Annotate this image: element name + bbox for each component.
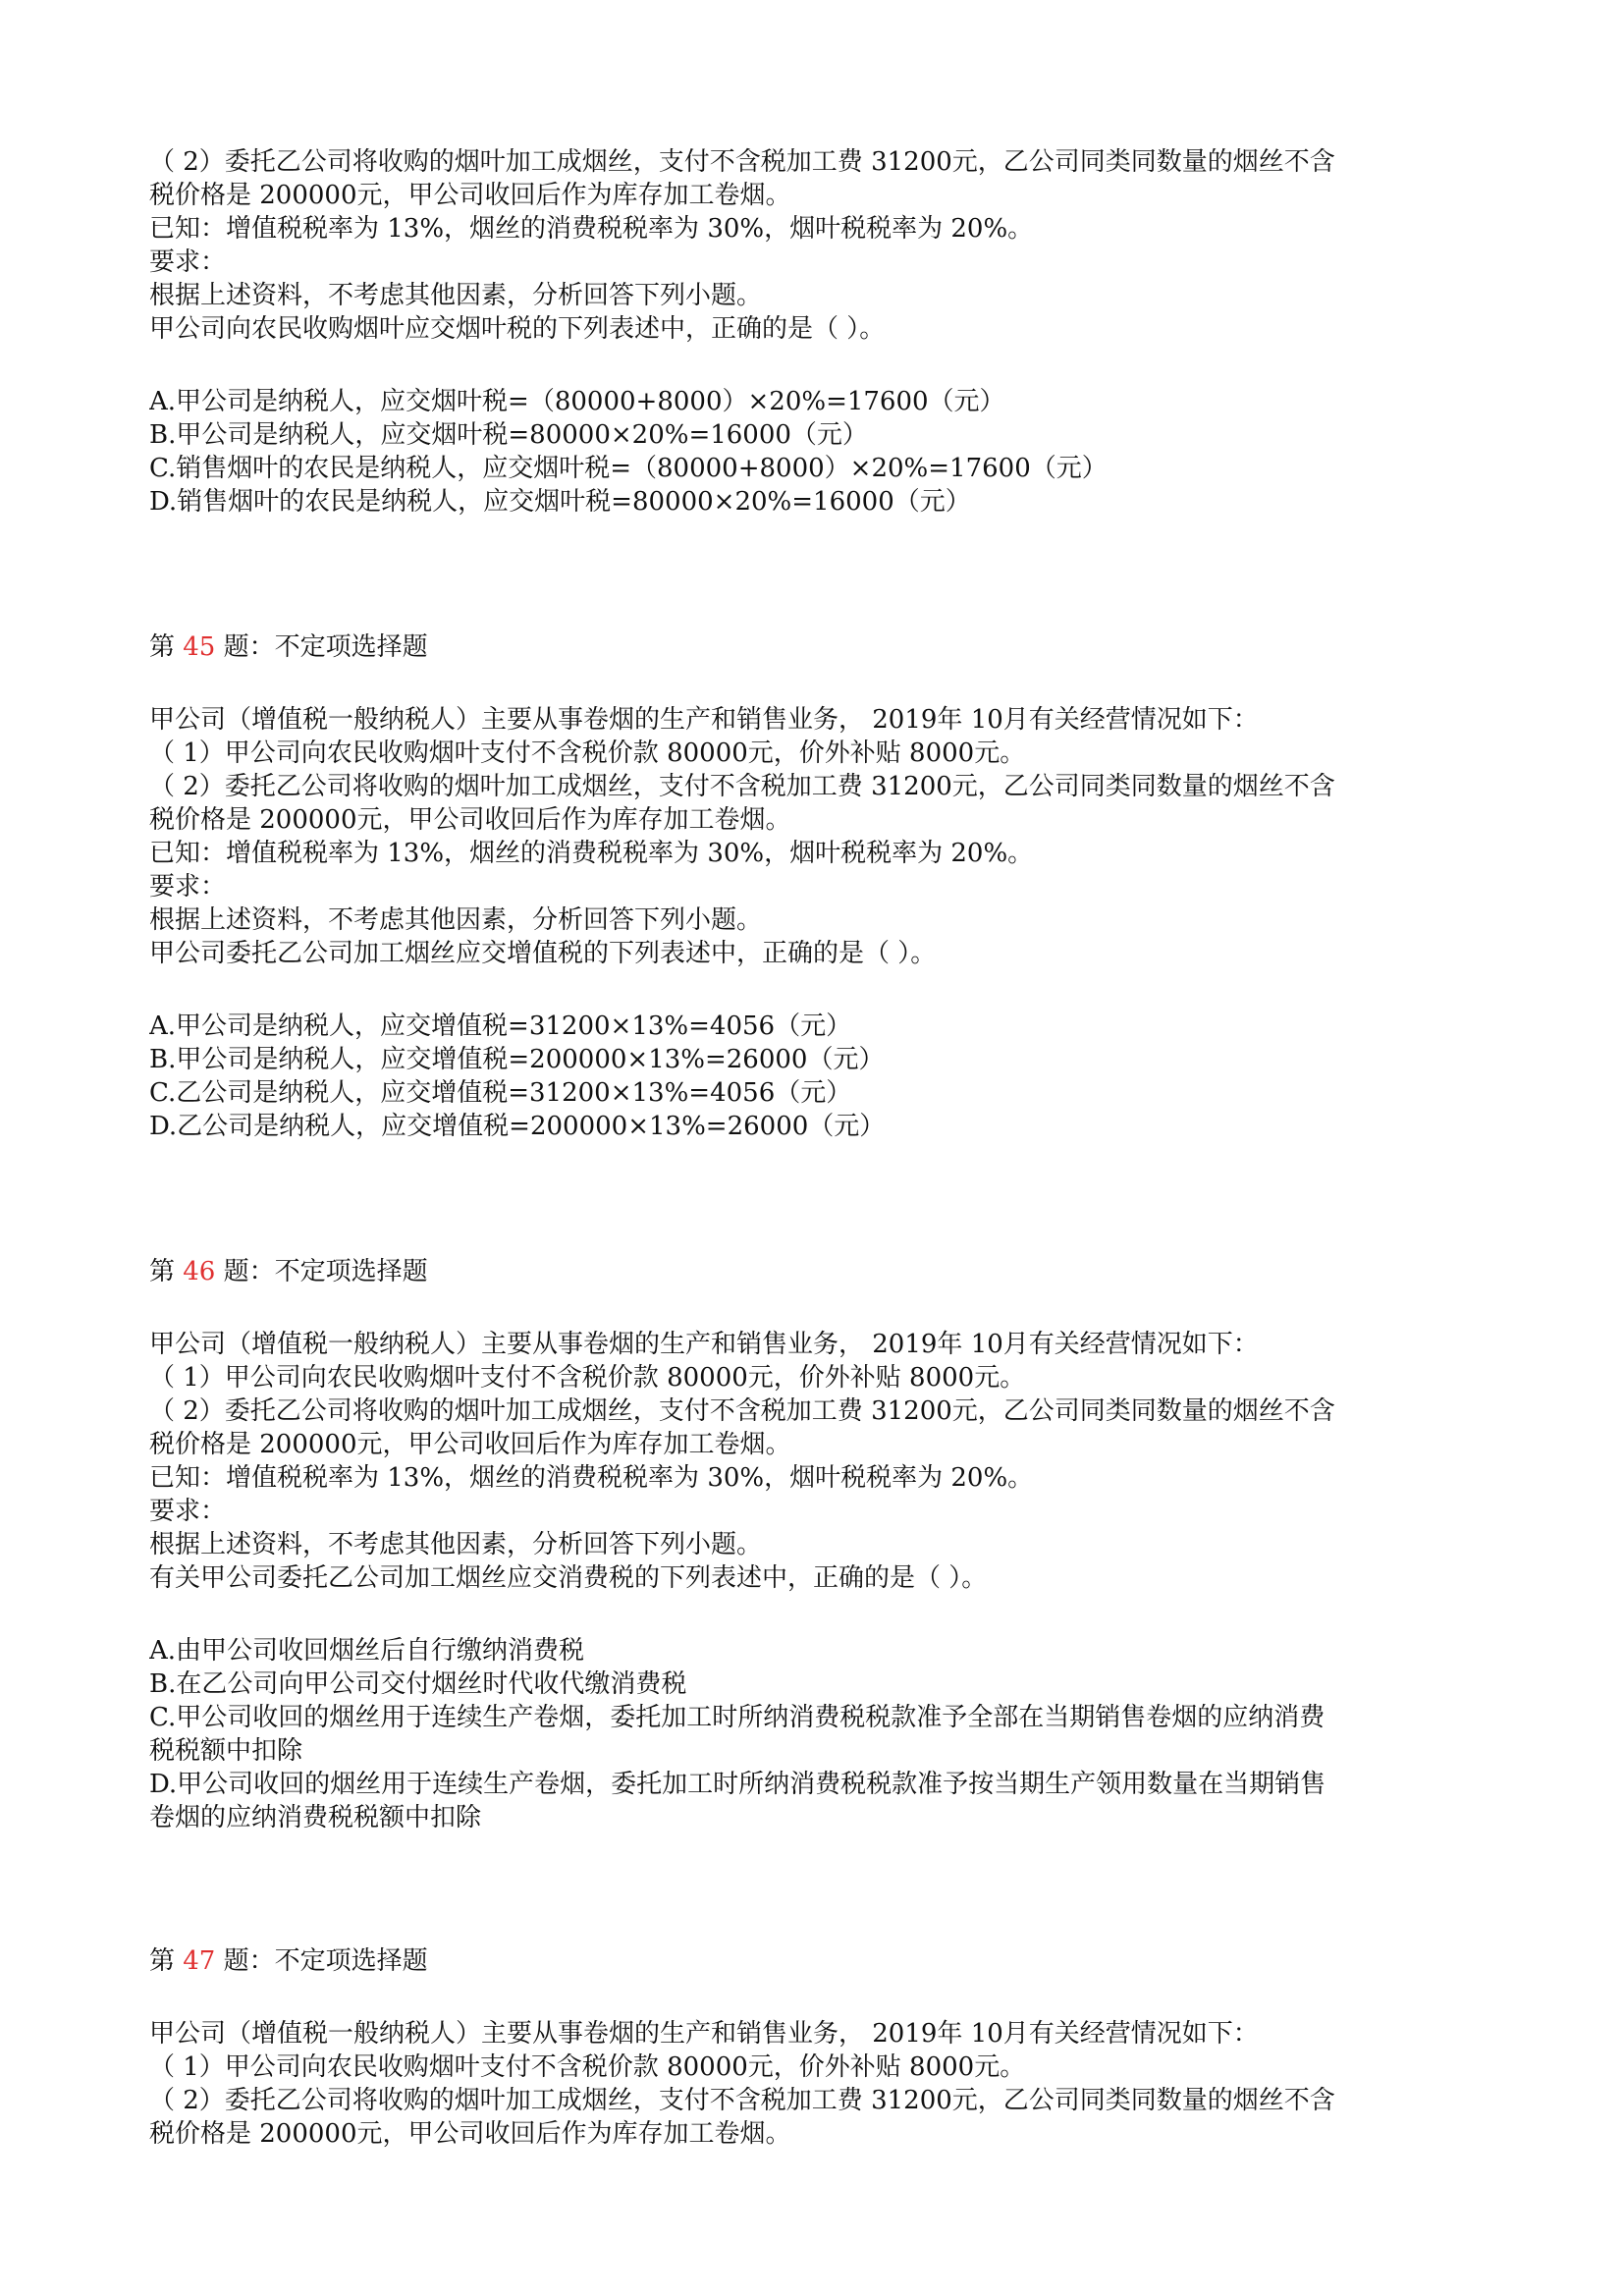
question-prompt: 甲公司委托乙公司加工烟丝应交增值税的下列表述中，正确的是（ ）。 (149, 939, 937, 968)
option-d: D.乙公司是纳税人，应交增值税=200000×13%=26000（元） (149, 1112, 886, 1141)
option-c-cont: 税税额中扣除 (149, 1736, 303, 1766)
option-d: D.销售烟叶的农民是纳税人，应交烟叶税=80000×20%=16000（元） (149, 487, 971, 517)
stem-line: 要求： (149, 872, 227, 902)
question-44-fragment (149, 145, 1485, 346)
question-45-options (149, 1010, 1485, 1143)
stem-line: 已知：增值税税率为 13%，烟丝的消费税税率为 30%，烟叶税税率为 20%。 (149, 1463, 1034, 1493)
question-prompt: 甲公司向农民收购烟叶应交烟叶税的下列表述中，正确的是（ ）。 (149, 314, 886, 344)
stem-line: （ 2）委托乙公司将收购的烟叶加工成烟丝，支付不含税加工费 31200元，乙公司同类同数量的烟丝不含 (149, 1396, 1335, 1426)
stem-line: （ 2）委托乙公司将收购的烟叶加工成烟丝，支付不含税加工费 31200元，乙公司同类同数量的烟丝不含 (149, 147, 1335, 177)
question-46-stem (149, 1328, 1485, 1595)
option-d: D.甲公司收回的烟丝用于连续生产卷烟，委托加工时所纳消费税税款准予按当期生产领用数量在当期销售 (149, 1770, 1326, 1799)
stem-line: （ 1）甲公司向农民收购烟叶支付不含税价款 80000元，价外补贴 8000元。 (149, 1363, 1026, 1393)
option-a: A.由甲公司收回烟丝后自行缴纳消费税 (149, 1636, 585, 1666)
stem-line: 税价格是 200000元，甲公司收回后作为库存加工卷烟。 (149, 805, 791, 835)
option-b: B.在乙公司向甲公司交付烟丝时代收代缴消费税 (149, 1669, 687, 1699)
heading-prefix: 第 (149, 632, 184, 662)
stem-line: 税价格是 200000元，甲公司收回后作为库存加工卷烟。 (149, 1430, 791, 1459)
heading-prefix: 第 (149, 1257, 184, 1286)
stem-line: 已知：增值税税率为 13%，烟丝的消费税税率为 30%，烟叶税税率为 20%。 (149, 839, 1034, 868)
question-44-options (149, 385, 1485, 519)
question-45-stem (149, 703, 1485, 970)
question-46-heading (149, 1255, 1485, 1288)
heading-prefix: 第 (149, 1946, 184, 1976)
option-a: A.甲公司是纳税人，应交烟叶税=（80000+8000）×20%=17600（元） (149, 387, 1005, 416)
option-c: C.甲公司收回的烟丝用于连续生产卷烟，委托加工时所纳消费税税款准予全部在当期销售卷烟的应纳消费 (149, 1703, 1325, 1732)
stem-line: 根据上述资料，不考虑其他因素，分析回答下列小题。 (149, 1530, 763, 1559)
question-47-stem (149, 2017, 1485, 2151)
option-a: A.甲公司是纳税人，应交增值税=31200×13%=4056（元） (149, 1011, 852, 1041)
question-number: 45 (183, 632, 216, 662)
heading-type: 题：不定项选择题 (215, 1257, 428, 1286)
stem-line: 根据上述资料，不考虑其他因素，分析回答下列小题。 (149, 905, 763, 935)
stem-line: 税价格是 200000元，甲公司收回后作为库存加工卷烟。 (149, 2119, 791, 2149)
question-46-options (149, 1634, 1485, 1834)
stem-line: 甲公司（增值税一般纳税人）主要从事卷烟的生产和销售业务， 2019年 10月有关经营情况如下： (149, 1330, 1259, 1359)
stem-line: 税价格是 200000元，甲公司收回后作为库存加工卷烟。 (149, 181, 791, 210)
stem-line: 根据上述资料，不考虑其他因素，分析回答下列小题。 (149, 281, 763, 310)
stem-line: （ 1）甲公司向农民收购烟叶支付不含税价款 80000元，价外补贴 8000元。 (149, 2052, 1026, 2082)
heading-type: 题：不定项选择题 (215, 1946, 428, 1976)
stem-line: 要求： (149, 247, 227, 277)
heading-type: 题：不定项选择题 (215, 632, 428, 662)
stem-line: 甲公司（增值税一般纳税人）主要从事卷烟的生产和销售业务， 2019年 10月有关经营情况如下： (149, 705, 1259, 735)
question-number: 47 (183, 1946, 216, 1976)
question-number: 46 (183, 1257, 216, 1286)
option-b: B.甲公司是纳税人，应交烟叶税=80000×20%=16000（元） (149, 420, 868, 450)
option-c: C.销售烟叶的农民是纳税人，应交烟叶税=（80000+8000）×20%=17600（元） (149, 454, 1108, 483)
option-d-cont: 卷烟的应纳消费税税额中扣除 (149, 1803, 482, 1832)
stem-line: （ 1）甲公司向农民收购烟叶支付不含税价款 80000元，价外补贴 8000元。 (149, 738, 1026, 768)
option-c: C.乙公司是纳税人，应交增值税=31200×13%=4056（元） (149, 1078, 852, 1108)
question-45-heading (149, 630, 1485, 664)
stem-line: （ 2）委托乙公司将收购的烟叶加工成烟丝，支付不含税加工费 31200元，乙公司同类同数量的烟丝不含 (149, 772, 1335, 801)
question-prompt: 有关甲公司委托乙公司加工烟丝应交消费税的下列表述中，正确的是（ ）。 (149, 1563, 988, 1593)
question-47-heading (149, 1944, 1485, 1978)
stem-line: 要求： (149, 1497, 227, 1526)
stem-line: （ 2）委托乙公司将收购的烟叶加工成烟丝，支付不含税加工费 31200元，乙公司同类同数量的烟丝不含 (149, 2086, 1335, 2115)
option-b: B.甲公司是纳税人，应交增值税=200000×13%=26000（元） (149, 1045, 885, 1074)
stem-line: 已知：增值税税率为 13%，烟丝的消费税税率为 30%，烟叶税税率为 20%。 (149, 214, 1034, 244)
stem-line: 甲公司（增值税一般纳税人）主要从事卷烟的生产和销售业务， 2019年 10月有关经营情况如下： (149, 2019, 1259, 2049)
